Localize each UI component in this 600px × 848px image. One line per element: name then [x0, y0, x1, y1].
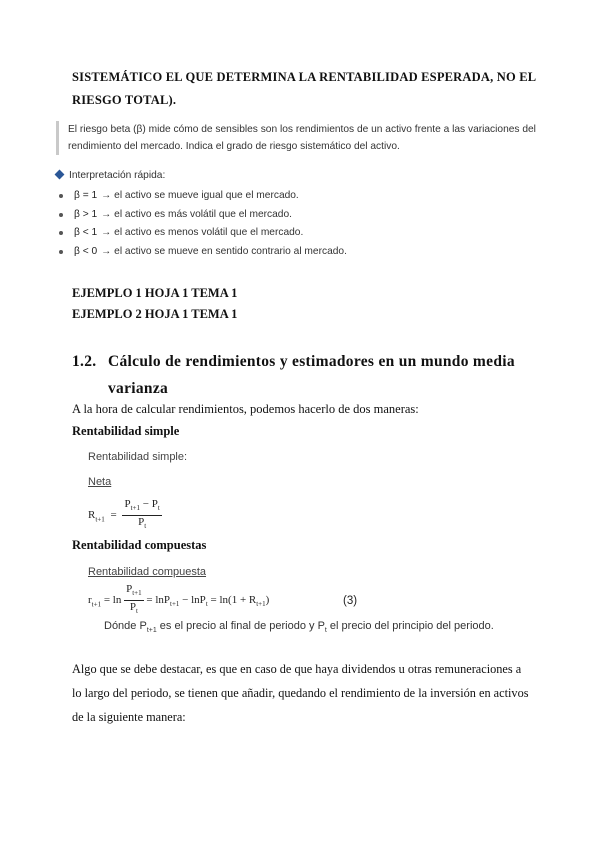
bullet-icon [59, 231, 63, 235]
beta-text: → el activo es menos volátil que el mercado. [101, 227, 304, 238]
closing-paragraph: Algo que se debe destacar, es que en caso de que haya dividendos u otras remuneraciones a lo largo del periodo, se tienen que añadir, quedando el rendimiento de la inversión en activos de la siguiente manera: [72, 662, 529, 724]
heading-caps: SISTEMÁTICO EL QUE DETERMINA LA RENTABILIDAD ESPERADA, NO EL RIESGO TOTAL). [72, 70, 536, 107]
section-title-line2: varianza [108, 380, 169, 397]
note-part: el precio del principio del periodo. [326, 620, 494, 632]
list-item [56, 243, 347, 262]
beta-symbol: β = 1 [74, 190, 98, 201]
quick-interpretation [56, 168, 347, 261]
list-item [56, 224, 347, 243]
beta-note: El riesgo beta (β) mide cómo de sensibles son los rendimientos de un activo frente a las variaciones del rendimiento del mercado. Indica el grado de riesgo sistemático del activo. [56, 121, 568, 155]
example-1: EJEMPLO 1 HOJA 1 TEMA 1 [72, 286, 238, 300]
numerator-p: P [124, 498, 131, 510]
note-part: es el precio al final de periodo y P [156, 620, 325, 632]
numerator-minus: − P [142, 498, 158, 510]
formula-lhs: R [88, 509, 96, 522]
section-number: 1.2. [72, 353, 97, 370]
simple-label: Rentabilidad simple [72, 424, 180, 438]
diamond-icon [55, 169, 65, 179]
note-sub: t [324, 627, 327, 635]
note-part: Dónde P [104, 620, 147, 632]
beta-symbol: β < 1 [74, 227, 98, 238]
section-heading [72, 348, 542, 402]
list-item [56, 206, 347, 225]
numerator-sub: t+1 [130, 504, 140, 513]
section-title-line1: Cálculo de rendimientos y estimadores en un mundo media [108, 353, 515, 370]
denominator-p: P [138, 516, 145, 529]
simple-image-title: Rentabilidad simple: [88, 451, 188, 463]
compuesta-image-title: Rentabilidad compuesta [88, 566, 207, 578]
note-sub: t+1 [146, 627, 157, 635]
example-2: EJEMPLO 2 HOJA 1 TEMA 1 [72, 307, 238, 321]
beta-symbol: β < 0 [74, 245, 98, 257]
formula-lhs-sub: t+1 [95, 515, 105, 524]
list-item [56, 187, 347, 206]
formula-lhs: r [88, 594, 92, 607]
bullet-icon [59, 250, 63, 254]
quick-title-row [56, 168, 347, 187]
compuesta-note [104, 620, 494, 634]
compuesta-formula: $r_{t+1} = \ln$ $\frac{P_{t+1}}{P_t}$ = $\ln P_{t+1} - \ln P_t = \ln(1 + R_{t+1})$ [88, 583, 269, 618]
bullet-icon [59, 194, 63, 198]
quick-title: Interpretación rápida: [69, 170, 166, 181]
formula-fraction: $\frac{P_{t+1}}{P_t}$ [126, 583, 142, 616]
simple-formula: $R_{t+1}$ = $\frac{P_{t+1} - P_t}{P_t}$ [88, 498, 162, 533]
quick-list [56, 187, 347, 261]
neta-label: Neta [88, 476, 112, 488]
formula-fraction [122, 498, 161, 533]
intro-text: A la hora de calcular rendimientos, podemos hacerlo de dos maneras: [72, 402, 419, 416]
numerator-minus-sub: t [157, 504, 160, 513]
formula-lhs-sub: t+1 [91, 600, 102, 609]
denominator-sub: t [144, 522, 147, 531]
beta-text: → el activo se mueve en sentido contrario al mercado. [101, 245, 347, 257]
equation-number: (3) [343, 595, 358, 607]
beta-text: → el activo se mueve igual que el mercado. [101, 190, 299, 201]
beta-symbol: β > 1 [74, 208, 98, 220]
bullet-icon [59, 213, 63, 217]
compuesta-label: Rentabilidad compuestas [72, 538, 207, 552]
beta-text: → el activo es más volátil que el mercado. [101, 208, 292, 220]
